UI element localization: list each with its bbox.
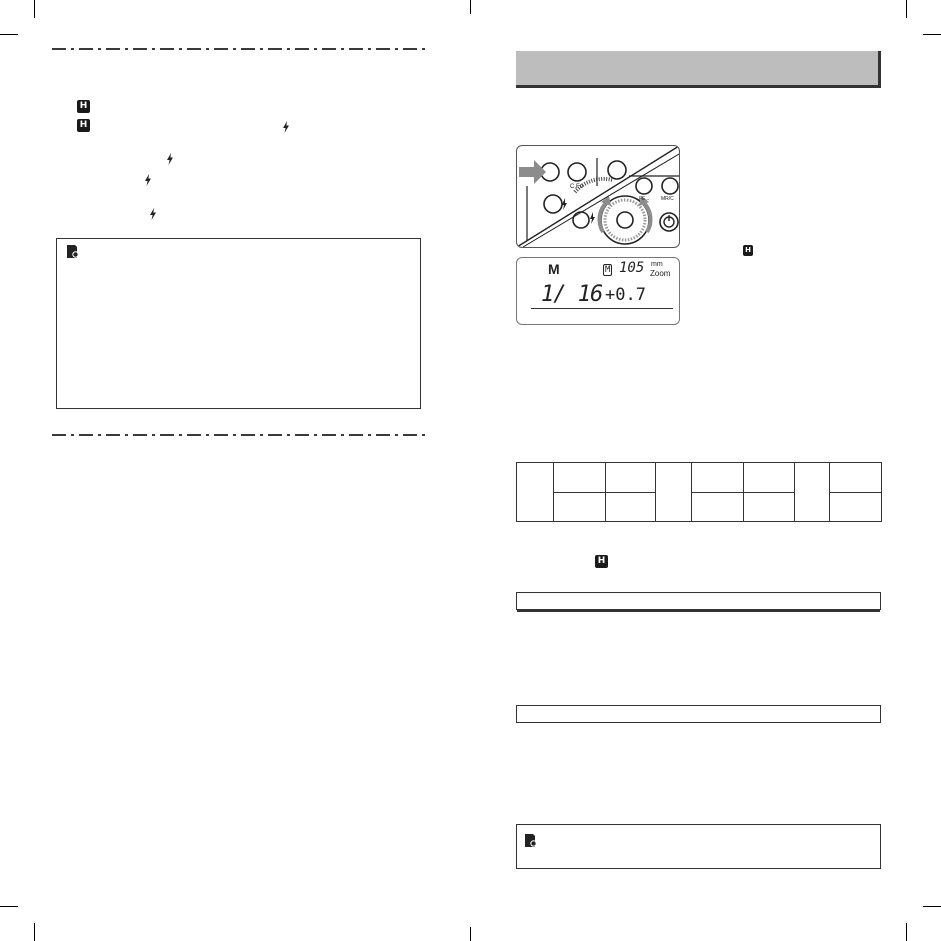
lcd-ev-compensation: +0.7: [605, 285, 646, 305]
crop-mark-bottom-right-v: [906, 923, 907, 941]
section-divider-top: [52, 46, 427, 52]
section-divider-bottom: [52, 432, 427, 438]
flash-mode-icon: H: [743, 245, 753, 256]
subheading-box-1: [516, 592, 881, 610]
crop-mark-top-right-h: [923, 34, 941, 35]
table-cell: [606, 463, 656, 493]
table-cell: [744, 492, 795, 522]
crop-mark-bottom-right-h: [923, 906, 941, 907]
table-cell: [554, 492, 606, 522]
c-fn-label: C.Fn: [570, 184, 584, 190]
flash-bolt-icon: [283, 121, 289, 133]
table-cell: [830, 492, 882, 522]
table-cell: [606, 492, 656, 522]
crop-mark-bottom-left-h: [0, 906, 18, 907]
crop-mark-top-left-v: [34, 0, 35, 18]
fe-label: FE...: [639, 196, 650, 202]
table-cell: [656, 463, 692, 522]
subheading-box-2: [516, 705, 881, 723]
mrc-label: MR/C: [661, 196, 674, 202]
lcd-zoom-unit: mm: [651, 261, 663, 268]
table-cell: [795, 463, 830, 522]
table-cell: [517, 463, 554, 522]
crop-mark-bottom-left-v: [34, 923, 35, 941]
lcd-m-badge: M: [605, 265, 611, 275]
lcd-zoom-value: 105: [619, 260, 645, 276]
flash-h-icon: H: [77, 100, 90, 113]
note-icon: [525, 834, 537, 847]
note-icon: [67, 245, 79, 258]
note-box-left: [56, 238, 421, 409]
ratio-table: [516, 462, 882, 522]
flash-bolt-icon: [150, 208, 156, 220]
note-box-right: [516, 824, 881, 869]
table-cell: [692, 463, 744, 493]
lcd-zoom-label: Zoom: [650, 269, 671, 278]
lcd-underline: [531, 308, 673, 309]
section-header-bar: [516, 51, 881, 88]
table-cell: [554, 463, 606, 493]
table-cell: [744, 463, 795, 493]
table-cell: [692, 492, 744, 522]
crop-mark-top-left-h: [0, 34, 18, 35]
table-cell: [830, 463, 882, 493]
crop-mark-top-right-v: [906, 0, 907, 18]
lcd-power-fraction: 1/ 16: [541, 282, 603, 307]
flash-bolt-icon: [145, 174, 151, 186]
lcd-display-illustration: [516, 257, 680, 325]
control-panel-drawing: [517, 146, 679, 247]
flash-h-icon: H: [595, 555, 608, 568]
center-fold-mark: [470, 0, 471, 14]
flash-control-panel-illustration: [516, 145, 680, 248]
lcd-mode: M: [548, 261, 560, 277]
flash-bolt-icon: [167, 153, 173, 165]
flash-h-icon: H: [77, 119, 90, 132]
center-fold-mark-bottom: [470, 927, 471, 941]
